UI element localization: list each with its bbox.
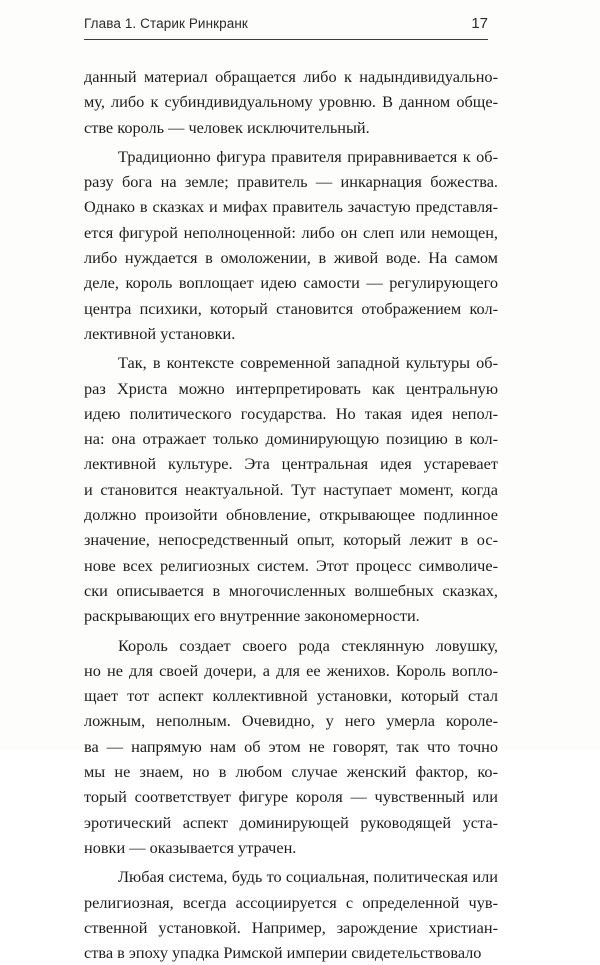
body-text bbox=[84, 64, 498, 965]
page-header bbox=[84, 16, 488, 38]
text-line: эротический аспект доминирующей руководящей уста- bbox=[84, 812, 498, 832]
text-line: нове всех религиозных систем. Этот процесс символиче- bbox=[84, 555, 498, 575]
text-line: центра психики, который становится отображением кол- bbox=[84, 298, 498, 318]
page-number: 17 bbox=[471, 15, 488, 32]
text-line: лективной культуре. Эта центральная идея устаревает bbox=[84, 454, 498, 474]
text-line: на: она отражает только доминирующую позицию в кол- bbox=[84, 429, 498, 449]
running-title: Глава 1. Старик Ринкранк bbox=[84, 16, 248, 31]
text-line: либо нуждается в омоложении, в живой воде. На самом bbox=[84, 248, 498, 268]
text-line: данный материал обращается либо к надындивидуально- bbox=[84, 67, 498, 86]
text-line: должно произойти обновление, открывающее подлинное bbox=[84, 505, 498, 525]
text-line: торый соответствует фигуре короля — чувственный или bbox=[84, 787, 498, 807]
text-line: ется фигурой неполноценной: либо он слеп или немощен, bbox=[84, 222, 498, 242]
text-line: ва — напрямую нам об этом не говорят, так что точно bbox=[84, 736, 498, 756]
paragraph bbox=[84, 633, 498, 861]
text-line: му, либо к субиндивидуальному уровню. В данном обще- bbox=[84, 92, 498, 112]
paragraph bbox=[84, 64, 498, 140]
text-line: новки — оказывается утрачен. bbox=[84, 837, 297, 857]
text-line: деле, король воплощает идею самости — регулирующего bbox=[84, 273, 498, 293]
text-line: ски описывается в многочисленных волшебных сказках, bbox=[84, 580, 498, 600]
text-line: идею политического государства. Но такая идея непол- bbox=[84, 403, 498, 423]
text-line: разу бога на земле; правитель — инкарнация божества. bbox=[84, 172, 498, 192]
paragraph bbox=[84, 144, 498, 346]
text-line: Любая система, будь то социальная, политическая или bbox=[118, 867, 498, 887]
text-line: лективной установки. bbox=[84, 323, 236, 343]
text-line: значение, непосредственный опыт, который лежит в ос- bbox=[84, 530, 498, 550]
text-line: мы не знаем, но в любом случае женский фактор, ко- bbox=[84, 762, 498, 782]
text-line: ственной установкой. Например, зарождение христиан- bbox=[84, 917, 498, 937]
text-line: Король создает своего рода стеклянную ловушку, bbox=[118, 635, 498, 655]
text-line: но не для своей дочери, а для ее женихов. Король вопло- bbox=[84, 660, 498, 680]
text-line: Так, в контексте современной западной культуры об- bbox=[118, 353, 498, 373]
text-line: ложным, неполным. Очевидно, у него умерла короле- bbox=[84, 711, 498, 731]
text-line: Традиционно фигура правителя приравнивается к об- bbox=[118, 146, 498, 166]
text-line: стве король — человек исключительный. bbox=[84, 117, 370, 137]
text-line: щает тот аспект коллективной установки, который стал bbox=[84, 686, 498, 706]
text-line: ства в эпоху упадка Римской империи свидетельствовало bbox=[84, 943, 482, 963]
text-line: и становится неактуальной. Тут наступает момент, когда bbox=[84, 479, 498, 499]
header-rule bbox=[84, 39, 488, 40]
text-line: Однако в сказках и мифах правитель зачастую представля- bbox=[84, 197, 498, 217]
text-line: раскрывающих его внутренние закономерности. bbox=[84, 606, 420, 626]
text-line: религиозная, всегда ассоциируется с определенной чув- bbox=[84, 892, 498, 912]
paragraph bbox=[84, 350, 498, 628]
text-line: раз Христа можно интерпретировать как центральную bbox=[84, 378, 498, 398]
paragraph bbox=[84, 864, 498, 965]
